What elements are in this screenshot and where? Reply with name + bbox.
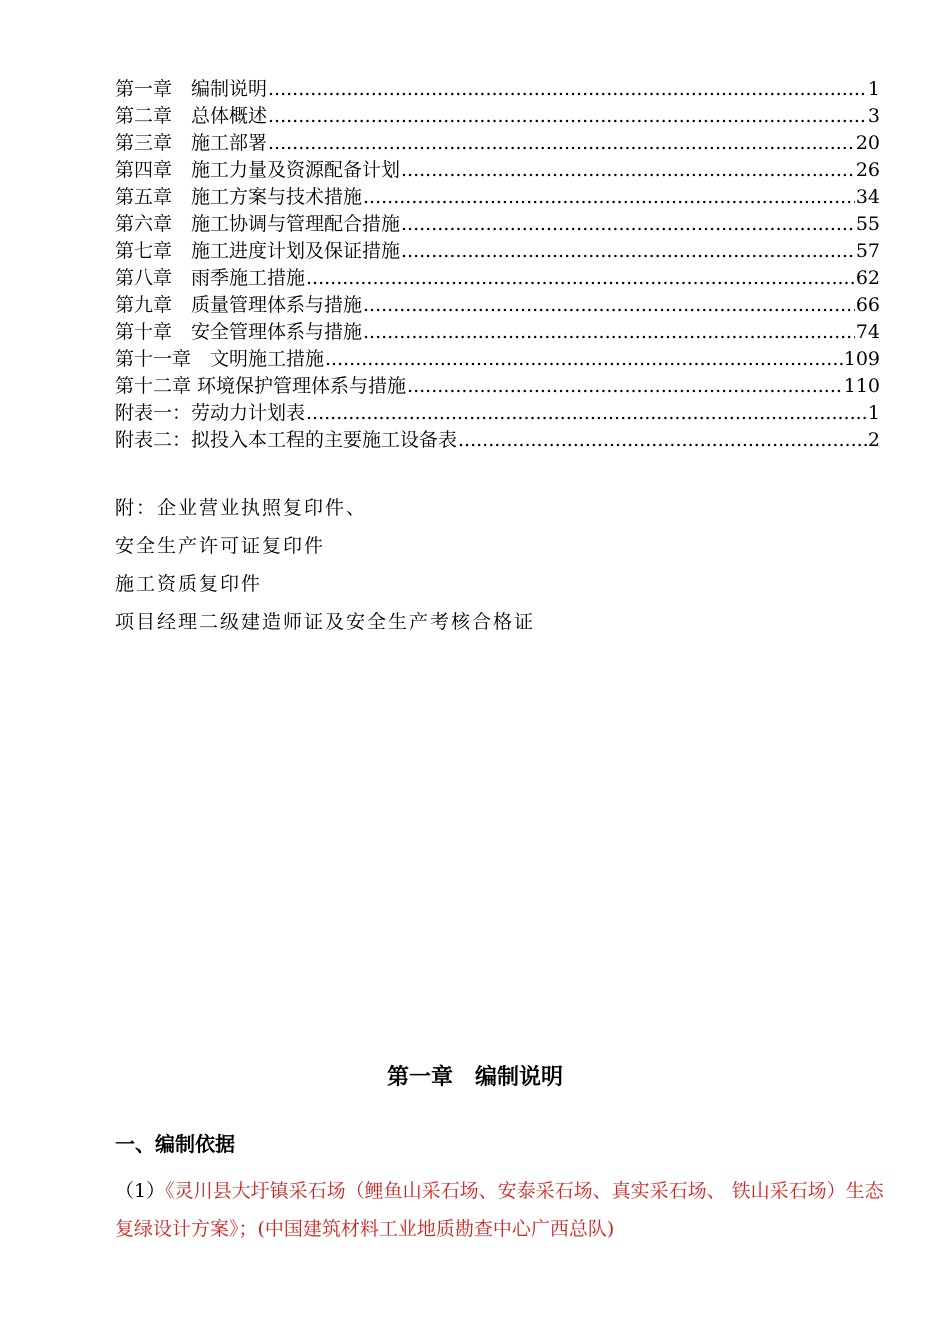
toc-leader <box>363 184 855 211</box>
toc-entry[interactable] <box>115 373 880 400</box>
attachment-item: 施工资质复印件 <box>115 573 263 595</box>
toc-leader <box>401 238 855 265</box>
toc-label: 第四章 施工力量及资源配备计划 <box>115 159 401 181</box>
toc-leader <box>458 427 867 454</box>
toc-leader <box>363 292 855 319</box>
toc-label: 第六章 施工协调与管理配合措施 <box>115 213 401 235</box>
toc-leader <box>363 319 855 346</box>
toc-page-number: 3 <box>867 105 880 127</box>
attachment-item: 安全生产许可证复印件 <box>115 535 326 557</box>
toc-label: 附表一：劳动力计划表 <box>115 402 306 424</box>
toc-page-number: 34 <box>855 186 880 208</box>
toc-entry[interactable] <box>115 157 880 184</box>
toc-entry[interactable] <box>115 265 880 292</box>
toc-page-number: 57 <box>855 240 880 262</box>
toc-leader <box>268 76 867 103</box>
toc-leader <box>306 265 855 292</box>
section-heading: 一、编制依据 <box>115 1132 235 1156</box>
paragraph-number: （1） <box>115 1180 166 1202</box>
toc-entry[interactable] <box>115 400 880 427</box>
toc-page-number: 2 <box>867 429 880 451</box>
toc-leader <box>401 211 855 238</box>
toc-page-number: 1 <box>867 402 880 424</box>
toc-leader <box>268 130 855 157</box>
toc-page-number: 110 <box>843 375 880 397</box>
toc-leader <box>306 400 867 427</box>
toc-label: 第十二章 环境保护管理体系与措施 <box>115 375 407 397</box>
toc-label: 第十一章 文明施工措施 <box>115 348 325 370</box>
table-of-contents <box>115 76 880 454</box>
attachment-item: 项目经理二级建造师证及安全生产考核合格证 <box>115 611 536 633</box>
toc-leader <box>325 346 843 373</box>
attachment-item: 附：企业营业执照复印件、 <box>115 497 368 519</box>
toc-page-number: 109 <box>843 348 880 370</box>
basis-paragraph <box>115 1172 885 1248</box>
toc-entry[interactable] <box>115 103 880 130</box>
toc-page-number: 62 <box>855 267 880 289</box>
toc-leader <box>401 157 855 184</box>
toc-entry[interactable] <box>115 346 880 373</box>
toc-page-number: 1 <box>867 78 880 100</box>
toc-page-number: 55 <box>855 213 880 235</box>
toc-leader <box>407 373 843 400</box>
toc-entry[interactable] <box>115 319 880 346</box>
toc-entry[interactable] <box>115 238 880 265</box>
toc-label: 第七章 施工进度计划及保证措施 <box>115 240 401 262</box>
toc-label: 第五章 施工方案与技术措施 <box>115 186 363 208</box>
attachments-list <box>115 492 535 644</box>
toc-label: 第二章 总体概述 <box>115 105 268 127</box>
toc-label: 第十章 安全管理体系与措施 <box>115 321 363 343</box>
toc-entry[interactable] <box>115 184 880 211</box>
chapter-title: 第一章 编制说明 <box>386 1064 563 1090</box>
toc-entry[interactable] <box>115 427 880 454</box>
toc-label: 第八章 雨季施工措施 <box>115 267 306 289</box>
toc-page-number: 26 <box>855 159 880 181</box>
toc-label: 第一章 编制说明 <box>115 78 268 100</box>
toc-entry[interactable] <box>115 211 880 238</box>
toc-entry[interactable] <box>115 130 880 157</box>
toc-label: 第九章 质量管理体系与措施 <box>115 294 363 316</box>
paragraph-text: 《灵川县大圩镇采石场（鲤鱼山采石场、安泰采石场、真实采石场、 铁山采石场）生态复绿设计方案》；(中国建筑材料工业地质勘查中心广西总队) <box>115 1180 884 1240</box>
toc-label: 第三章 施工部署 <box>115 132 268 154</box>
toc-entry[interactable] <box>115 76 880 103</box>
toc-page-number: 66 <box>855 294 880 316</box>
toc-label: 附表二：拟投入本工程的主要施工设备表 <box>115 429 458 451</box>
toc-page-number: 20 <box>855 132 880 154</box>
toc-page-number: 74 <box>855 321 880 343</box>
toc-leader <box>268 103 867 130</box>
toc-entry[interactable] <box>115 292 880 319</box>
